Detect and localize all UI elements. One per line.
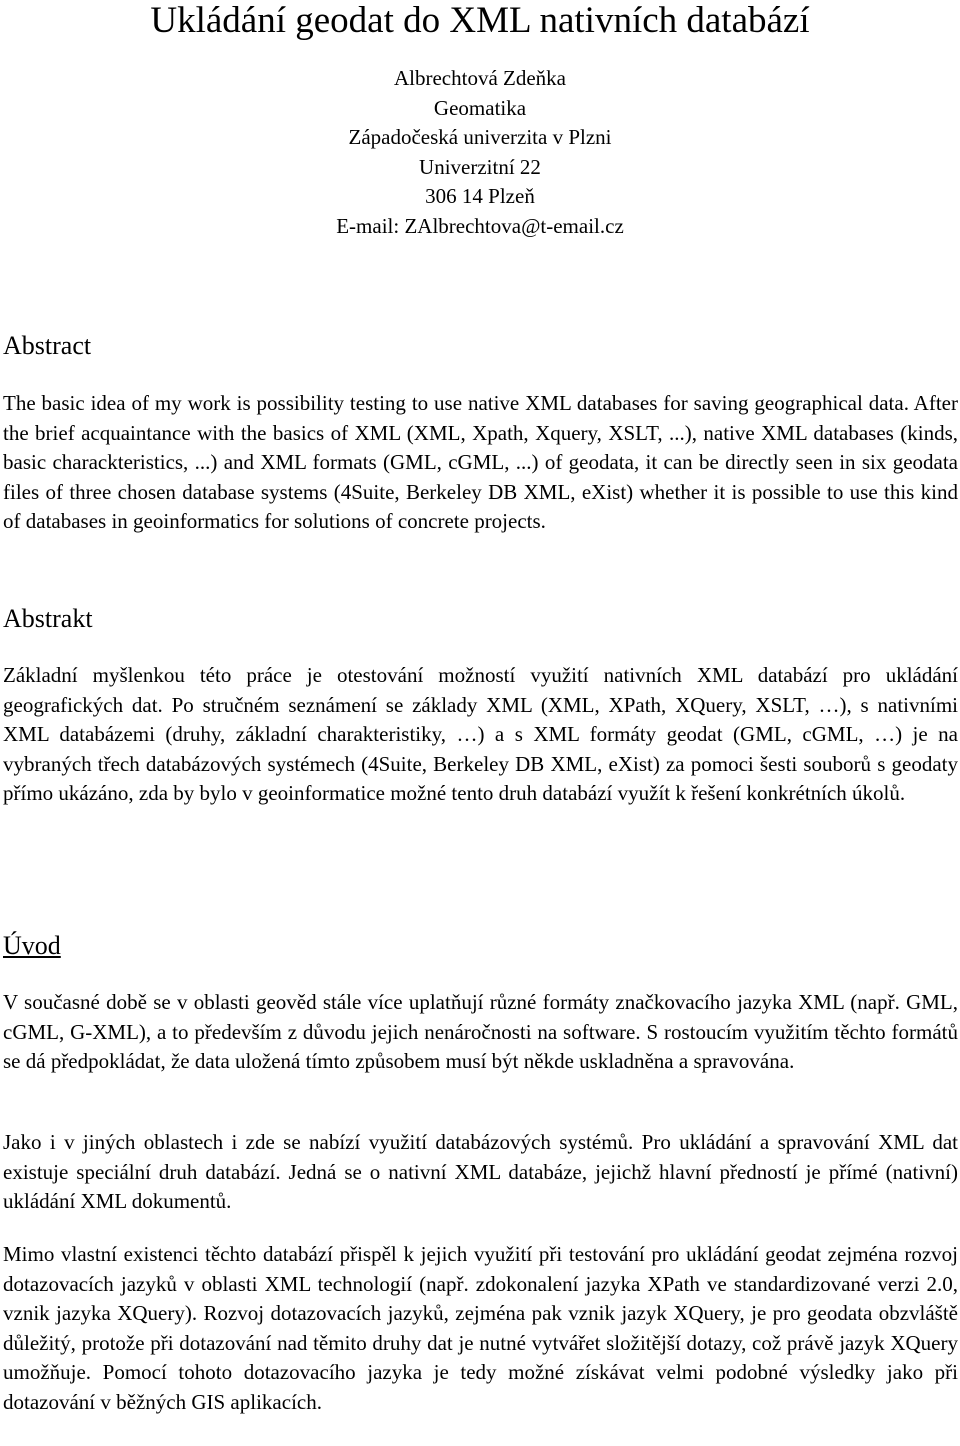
- author-university: Západočeská univerzita v Plzni: [348, 125, 612, 149]
- author-block: [0, 64, 960, 241]
- author-email: E-mail: ZAlbrechtova@t-email.cz: [336, 213, 624, 238]
- uvod-heading: Úvod: [3, 931, 61, 960]
- abstract-text: The basic idea of my work is possibility testing to use native XML databases for saving geographical data. After the brief acquaintance with the basics of XML (XML, Xpath, Xquery, XSLT, ...), native XML databases (kinds, basic charackteristics, ...) and XML formats (GML, cGML, ...) of geodata, it can be directly seen in six geodata files of three chosen database systems (4Suite, Berkeley DB XML, eXist) whether it is possible to use this kind of databases in geoinformatics for solutions of concrete projects.: [3, 391, 958, 533]
- abstrakt-heading: Abstrakt: [3, 604, 93, 633]
- uvod-paragraph-1: V současné době se v oblasti geověd stále více uplatňují různé formáty značkovacího jazyka XML (např. GML, cGML, G-XML), a to především z důvodu jejich nenáročnosti na software. S rostoucím využitím těchto formátů se dá předpokládat, že data uložená tímto způsobem musí být někde uskladněna a spravována.: [3, 990, 958, 1073]
- uvod-paragraph-3: Mimo vlastní existenci těchto databází přispěl k jejich využití při testování pro ukládání geodat zejména rozvoj dotazovacích jazyků v oblasti XML technologií (např. zdokonalení jazyka XPath ve standardizované verzi 2.0, vznik jazyka XQuery). Rozvoj dotazovacích jazyků, zejména pak vznik jazyk XQuery, je pro geodata obzvláště důležitý, protože při dotazování nad těmito druhy dat je nutné vytvářet složitější dotazy, což právě jazyk XQuery umožňuje. Pomocí tohoto dotazovacího jazyka je tedy možné získávat velmi podobné výsledky jako při dotazování v běžných GIS aplikacích.: [3, 1242, 958, 1414]
- author-street: Univerzitní 22: [419, 154, 541, 179]
- document-title: Ukládání geodat do XML nativních databází: [150, 0, 810, 41]
- abstract-heading: Abstract: [3, 331, 92, 360]
- uvod-paragraph-2: Jako i v jiných oblastech i zde se nabízí využití databázových systémů. Pro ukládání a spravování XML dat existuje speciální druh databází. Jedná se o nativní XML databáze, jejichž hlavní předností je přímé (nativní) ukládání XML dokumentů.: [3, 1130, 958, 1213]
- author-name: Albrechtová Zdeňka: [393, 66, 566, 90]
- abstrakt-text: Základní myšlenkou této práce je otestování možností využití nativních XML databází pro ukládání geografických dat. Po stručném seznámení se základy XML (XML, XPath, XQuery, XSLT, …), s nativními XML databázemi (druhy, základní charakteristiky, …) a s XML formáty geodat (GML, cGML, …) je na vybraných třech databázových systémech (4Suite, Berkeley DB XML, eXist) za pomoci šesti souborů s geodaty přímo ukázáno, zda by bylo v geoinformatice možné tento druh databází využít k řešení konkrétních úkolů.: [3, 663, 958, 805]
- author-city: 306 14 Plzeň: [425, 184, 535, 208]
- author-department: Geomatika: [433, 95, 527, 120]
